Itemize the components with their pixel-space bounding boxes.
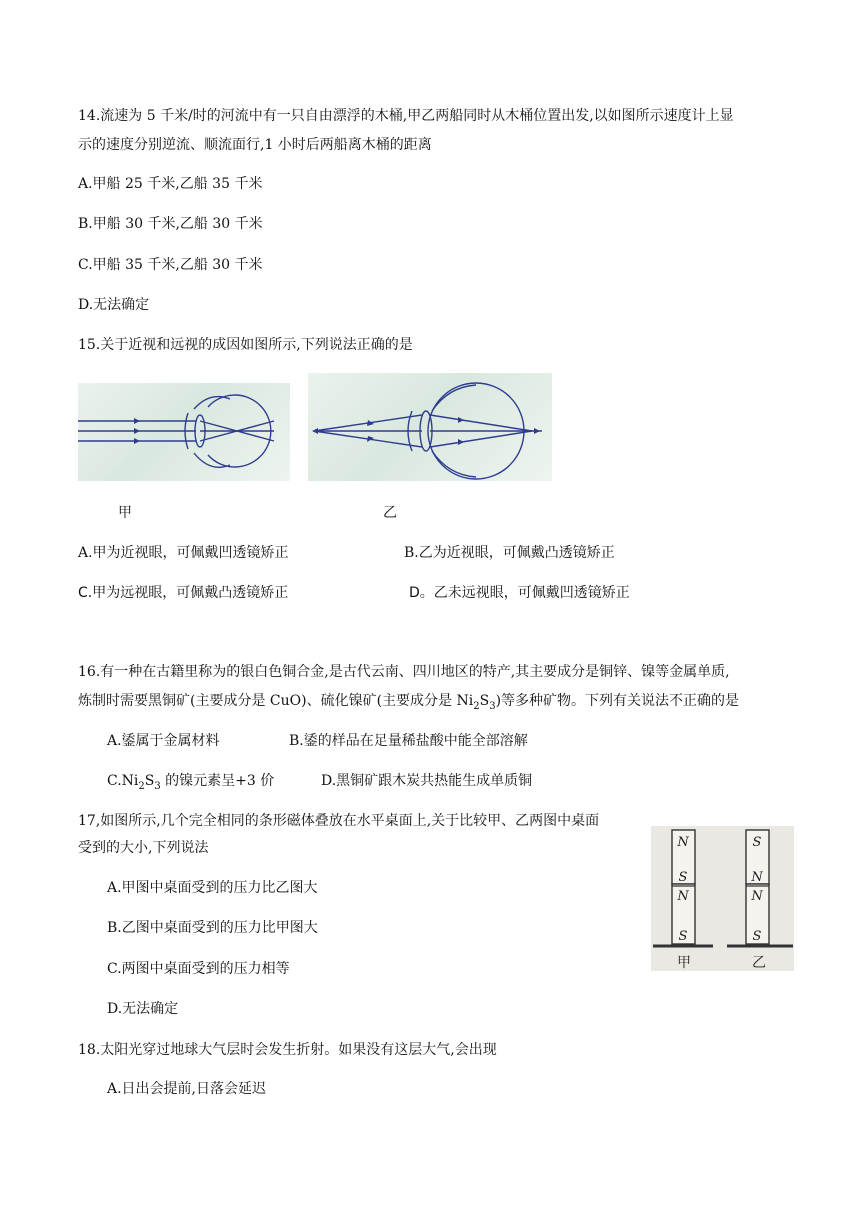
q16-option-b: B.鋈的样品在足量稀盐酸中能全部溶解 (289, 733, 528, 749)
q16-option-c-part-c: 的镍元素呈+3 价 (160, 773, 275, 789)
q15-stem: 15.关于近视和远视的成因如图所示,下列说法正确的是 (78, 337, 413, 353)
jia-pole-1: N (677, 835, 689, 850)
q15-figure-label-jia: 甲 (118, 505, 132, 521)
q16-stem-part-f: 物。下列有关说法不正确的是 (557, 693, 740, 709)
yi-pole-2: N (751, 870, 763, 885)
q16-option-a: A.鋈属于金属材料 (107, 733, 220, 749)
q16-stem-sub1: 2 (473, 700, 480, 712)
q17-stem-line2: 受到的大小,下列说法 (78, 840, 209, 856)
magnet-label-yi: 乙 (752, 955, 766, 971)
q16-stem-part-d: S (479, 693, 490, 709)
q16-stem-part-a: 炼制时需要黑铜矿 (78, 693, 190, 709)
q16-option-c-sub1: 2 (138, 780, 145, 792)
q17-stem-line1: 17,如图所示,几个完全相同的条形磁体叠放在水平桌面上,关于比较甲、乙两图中桌面 (78, 813, 600, 829)
q16-option-c (107, 772, 274, 796)
q14-option-a: A.甲船 25 千米,乙船 35 千米 (78, 176, 263, 192)
eye-figure-yi (308, 373, 552, 481)
jia-pole-4: S (678, 929, 688, 944)
q16-option-c-part-a: C.Ni (107, 773, 139, 789)
jia-pole-2: S (678, 870, 688, 885)
magnet-figure (651, 826, 794, 971)
q17-option-a: A.甲图中桌面受到的压力比乙图大 (107, 880, 318, 896)
q15-option-d: D。乙未远视眼，可佩戴凹透镜矫正 (409, 585, 630, 601)
q17-option-b: B.乙图中桌面受到的压力比甲图大 (107, 920, 318, 936)
yi-pole-3: N (751, 889, 763, 904)
eye-figure-jia (78, 383, 290, 481)
q15-option-c: C.甲为远视眼，可佩戴凸透镜矫正 (78, 585, 289, 601)
jia-pole-3: N (677, 889, 689, 904)
q16-option-c-part-b: S (144, 773, 155, 789)
q14-option-d: D.无法确定 (78, 297, 150, 313)
q16-stem-part-c: (主要成分是 Ni (376, 693, 474, 709)
q16-stem-line1: 16.有一种在古籍里称为的银白色铜合金,是古代云南、四川地区的特产,其主要成分是铜锌、镍等金属单质, (78, 664, 730, 680)
q16-stem-line2 (78, 692, 739, 716)
q14-stem-line1: 14.流速为 5 千米/时的河流中有一只自由漂浮的木桶,甲乙两船同时从木桶位置出发,以如图所示速度计上显 (78, 108, 734, 124)
eye-diagram-hyperopia (308, 373, 552, 481)
yi-pole-1: S (752, 835, 762, 850)
eye-diagram-myopia (78, 383, 290, 481)
q17-option-d: D.无法确定 (107, 1001, 179, 1017)
q18-stem: 18.太阳光穿过地球大气层时会发生折射。如果没有这层大气,会出现 (78, 1042, 497, 1058)
q16-option-c-sub2: 3 (154, 780, 161, 792)
q16-stem-part-b: (主要成分是 CuO)、硫化镍矿 (190, 693, 377, 709)
q15-option-a: A.甲为近视眼，可佩戴凹透镜矫正 (78, 545, 289, 561)
q15-figure-label-yi: 乙 (383, 505, 397, 521)
q16-stem-part-e: )等多种矿 (495, 693, 558, 709)
q14-option-b: B.甲船 30 千米,乙船 30 千米 (78, 216, 263, 232)
magnet-label-jia: 甲 (677, 955, 691, 971)
magnet-stack-diagram (651, 826, 794, 971)
q14-stem-line2: 示的速度分别逆流、顺流面行,1 小时后两船离木桶的距离 (78, 137, 432, 153)
q16-option-d: D.黑铜矿跟木炭共热能生成单质铜 (321, 773, 533, 789)
q14-option-c: C.甲船 35 千米,乙船 30 千米 (78, 257, 263, 273)
q15-option-b: B.乙为近视眼，可佩戴凸透镜矫正 (404, 545, 615, 561)
yi-pole-4: S (752, 929, 762, 944)
q16-stem-sub2: 3 (489, 700, 496, 712)
q17-option-c: C.两图中桌面受到的压力相等 (107, 961, 290, 977)
q18-option-a: A.日出会提前,日落会延迟 (107, 1081, 267, 1097)
